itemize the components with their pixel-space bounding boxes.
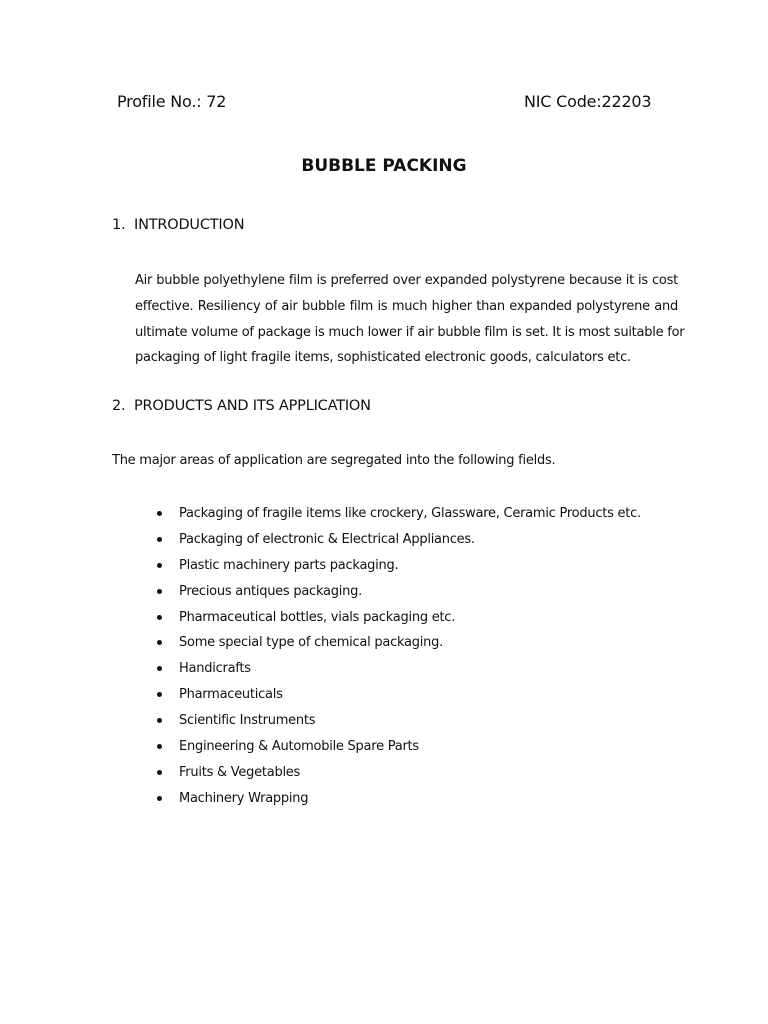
list-item <box>157 582 641 608</box>
section-title: INTRODUCTION <box>134 217 245 233</box>
list-item-text: Packaging of electronic & Electrical Appliances. <box>179 531 475 547</box>
list-item <box>157 633 641 659</box>
bullet-icon <box>157 770 162 775</box>
list-item-text: Pharmaceutical bottles, vials packaging etc. <box>179 609 456 625</box>
paragraph-line: packaging of light fragile items, sophisticated electronic goods, calculators etc. <box>135 350 631 366</box>
bullet-icon <box>157 718 162 723</box>
list-item <box>157 763 641 789</box>
list-item-text: Machinery Wrapping <box>179 790 309 806</box>
list-item-text: Scientific Instruments <box>179 713 316 729</box>
list-item-text: Plastic machinery parts packaging. <box>179 557 399 573</box>
section-title: PRODUCTS AND ITS APPLICATION <box>134 398 371 414</box>
document-title: BUBBLE PACKING <box>301 156 467 176</box>
introduction-paragraph <box>135 268 685 371</box>
list-item <box>157 504 641 530</box>
bullet-icon <box>157 666 162 671</box>
list-item <box>157 685 641 711</box>
application-list <box>157 504 641 815</box>
bullet-icon <box>157 589 162 594</box>
list-item <box>157 789 641 815</box>
list-item-text: Handicrafts <box>179 661 251 677</box>
bullet-icon <box>157 640 162 645</box>
list-item <box>157 737 641 763</box>
bullet-icon <box>157 744 162 749</box>
paragraph-line: Air bubble polyethylene film is preferred over expanded polystyrene because it is cost <box>135 273 678 288</box>
list-item-text: Engineering & Automobile Spare Parts <box>179 739 419 755</box>
bullet-icon <box>157 563 162 568</box>
paragraph-line: ultimate volume of package is much lower if air bubble film is set. It is most suitable for <box>135 324 685 340</box>
list-item <box>157 556 641 582</box>
section-number: 1. <box>112 217 126 233</box>
list-item <box>157 711 641 737</box>
list-item-text: Some special type of chemical packaging. <box>179 635 443 651</box>
bullet-icon <box>157 796 162 801</box>
list-item-text: Fruits & Vegetables <box>179 764 301 780</box>
section-heading-introduction <box>112 217 244 233</box>
bullet-icon <box>157 537 162 542</box>
list-item-text: Packaging of fragile items like crockery, Glassware, Ceramic Products etc. <box>179 506 641 521</box>
section-heading-products <box>112 398 371 414</box>
application-lead-text: The major areas of application are segregated into the following fields. <box>112 453 556 468</box>
bullet-icon <box>157 615 162 620</box>
list-item <box>157 659 641 685</box>
bullet-icon <box>157 511 162 516</box>
list-item-text: Precious antiques packaging. <box>179 583 362 599</box>
list-item <box>157 530 641 556</box>
profile-number: Profile No.: 72 <box>117 92 227 111</box>
bullet-icon <box>157 692 162 697</box>
list-item <box>157 608 641 634</box>
nic-code: NIC Code:22203 <box>524 92 652 111</box>
list-item-text: Pharmaceuticals <box>179 687 283 703</box>
paragraph-line: effective. Resiliency of air bubble film is much higher than expanded polystyrene and <box>135 298 678 314</box>
section-number: 2. <box>112 398 126 414</box>
